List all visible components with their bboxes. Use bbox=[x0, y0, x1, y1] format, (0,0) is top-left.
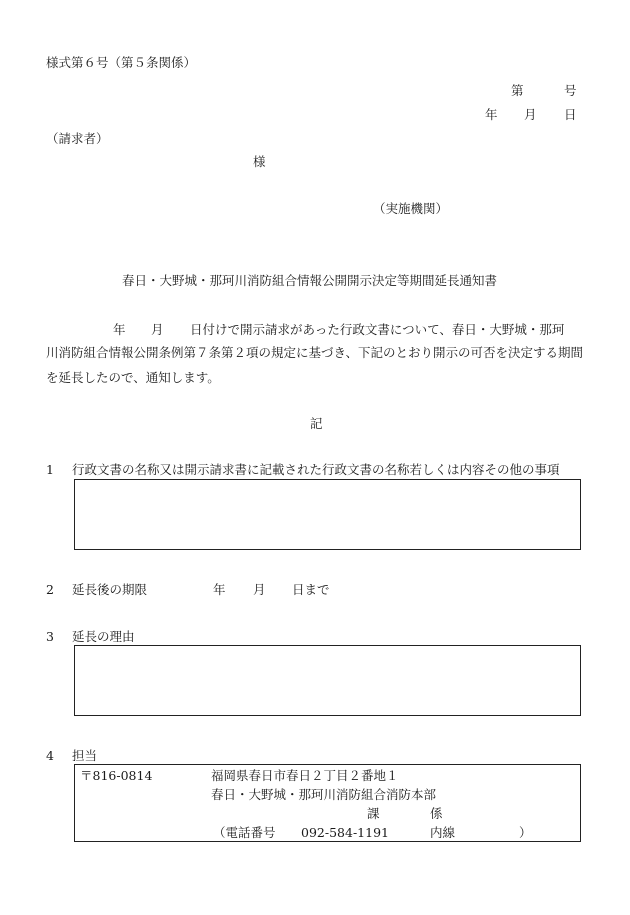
doc-number-dai: 第 bbox=[511, 83, 524, 98]
requester-label: （請求者） bbox=[46, 131, 109, 146]
item4-number: 4 bbox=[46, 748, 54, 763]
item2-number: 2 bbox=[46, 582, 54, 597]
body-date-month: 月 bbox=[151, 322, 164, 337]
date-month: 月 bbox=[524, 107, 537, 122]
doc-number-gou: 号 bbox=[564, 83, 577, 98]
date-year: 年 bbox=[485, 107, 498, 122]
contact-tel-label: （電話番号 bbox=[213, 825, 276, 840]
date-day: 日 bbox=[564, 107, 577, 122]
contact-naisen: 内線 bbox=[430, 825, 456, 840]
contact-org: 春日・大野城・那珂川消防組合消防本部 bbox=[211, 787, 437, 802]
contact-kakari: 係 bbox=[430, 806, 443, 821]
body-lead: 日付けで開示請求があった行政文書について、春日・大野城・那珂 bbox=[190, 322, 565, 337]
item3-number: 3 bbox=[46, 629, 54, 644]
form-number: 様式第６号（第５条関係） bbox=[46, 55, 197, 70]
contact-postal: 〒816-0814 bbox=[80, 768, 153, 783]
contact-ka: 課 bbox=[367, 806, 380, 821]
item4-label: 担当 bbox=[72, 748, 98, 763]
item2-deadline-suffix: 日まで bbox=[292, 582, 330, 597]
requester-sama: 様 bbox=[253, 154, 266, 169]
ki-heading: 記 bbox=[310, 416, 323, 431]
item1-label: 行政文書の名称又は開示請求書に記載された行政文書の名称若しくは内容その他の事項 bbox=[72, 462, 560, 477]
contact-address: 福岡県春日市春日２丁目２番地１ bbox=[211, 768, 399, 783]
item3-label: 延長の理由 bbox=[72, 629, 135, 644]
item1-field[interactable] bbox=[74, 479, 581, 550]
body-text: 川消防組合情報公開条例第７条第２項の規定に基づき、下記のとおり開示の可否を決定する期間を延長したので、通知します。 bbox=[46, 345, 584, 385]
body-date-year: 年 bbox=[113, 322, 126, 337]
agency-label: （実施機関） bbox=[373, 201, 449, 216]
document-title: 春日・大野城・那珂川消防組合情報公開開示決定等期間延長通知書 bbox=[122, 273, 498, 288]
contact-close-paren: ） bbox=[519, 825, 532, 840]
item2-label: 延長後の期限 bbox=[72, 582, 148, 597]
item1-number: 1 bbox=[46, 462, 54, 477]
item3-field[interactable] bbox=[74, 645, 581, 716]
item2-month: 月 bbox=[253, 582, 266, 597]
item2-year: 年 bbox=[213, 582, 226, 597]
contact-tel: 092-584-1191 bbox=[301, 825, 389, 840]
